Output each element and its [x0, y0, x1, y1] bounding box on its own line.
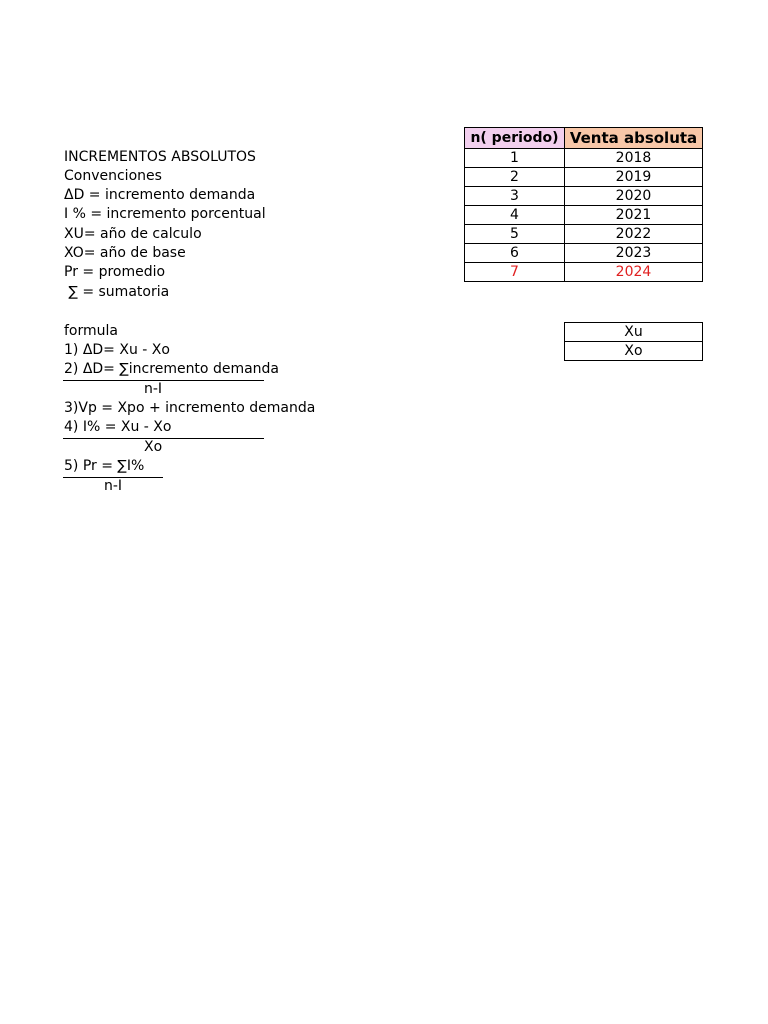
formula-1: 1) ΔD= Xu - Xo: [64, 342, 170, 358]
cell-period[interactable]: 3: [465, 187, 565, 206]
table-row: [565, 323, 703, 342]
cell-period[interactable]: 6: [465, 244, 565, 263]
cell-period[interactable]: 7: [465, 263, 565, 282]
formula-5-numerator: 5) Pr = ∑I%: [64, 458, 145, 474]
conventions-label: Convenciones: [64, 168, 162, 184]
formula-5-denominator: n-I: [104, 478, 123, 494]
formula-2-numerator: 2) ΔD= ∑incremento demanda: [64, 361, 279, 377]
formula-4-denominator: Xo: [144, 439, 163, 455]
column-header-sales[interactable]: Venta absoluta: [565, 128, 703, 149]
table-row: [465, 187, 703, 206]
section-title: INCREMENTOS ABSOLUTOS: [64, 149, 256, 165]
table-row: [465, 206, 703, 225]
convention-item: ∑ = sumatoria: [64, 284, 170, 300]
cell-year[interactable]: 2022: [565, 225, 703, 244]
convention-item: XU= año de calculo: [64, 226, 202, 242]
table-header-row: [465, 128, 703, 149]
formula-3: 3)Vp = Xpo + incremento demanda: [64, 400, 316, 416]
formula-4-numerator: 4) I% = Xu - Xo: [64, 419, 172, 435]
cell-period[interactable]: 2: [465, 168, 565, 187]
table-row: [465, 149, 703, 168]
convention-item: Pr = promedio: [64, 264, 166, 280]
cell-period[interactable]: 5: [465, 225, 565, 244]
table-row: [465, 244, 703, 263]
table-row: [465, 168, 703, 187]
cell-year[interactable]: 2020: [565, 187, 703, 206]
cell-year[interactable]: 2024: [565, 263, 703, 282]
fraction-bar: [63, 438, 264, 439]
table-row-highlighted: [465, 263, 703, 282]
convention-item: ΔD = incremento demanda: [64, 187, 256, 203]
table-row: [565, 342, 703, 361]
cell-period[interactable]: 1: [465, 149, 565, 168]
cell-xu[interactable]: Xu: [565, 323, 703, 342]
formula-2-denominator: n-I: [144, 381, 163, 397]
convention-item: XO= año de base: [64, 245, 186, 261]
cell-year[interactable]: 2019: [565, 168, 703, 187]
table-row: [465, 225, 703, 244]
cell-xo[interactable]: Xo: [565, 342, 703, 361]
cell-year[interactable]: 2023: [565, 244, 703, 263]
cell-period[interactable]: 4: [465, 206, 565, 225]
convention-item: I % = incremento porcentual: [64, 206, 266, 222]
fraction-bar: [63, 380, 264, 381]
column-header-period[interactable]: n( periodo): [465, 128, 565, 149]
xu-xo-table: [564, 322, 703, 361]
periods-table: [464, 127, 703, 282]
formula-label: formula: [64, 323, 118, 339]
cell-year[interactable]: 2021: [565, 206, 703, 225]
cell-year[interactable]: 2018: [565, 149, 703, 168]
